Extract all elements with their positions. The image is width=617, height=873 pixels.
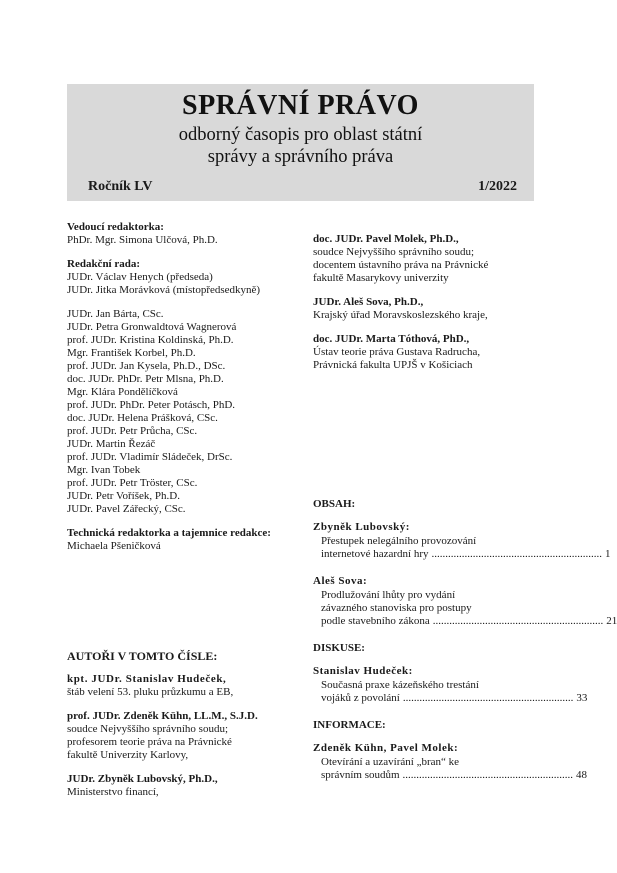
toc-page-number: 1 — [605, 548, 611, 560]
toc-leader: .............................................................. — [432, 615, 604, 627]
toc-entry[interactable] — [313, 665, 588, 705]
toc-title: Otevírání a uzavírání „bran“ ke — [321, 756, 460, 768]
author-entry — [67, 673, 299, 699]
author-entry — [313, 296, 535, 322]
board-member: prof. JUDr. Vladimír Sládeček, DrSc. — [67, 451, 233, 463]
board-member: Mgr. Ivan Tobek — [67, 464, 141, 476]
toc-page-number: 33 — [576, 692, 588, 704]
board-member: prof. JUDr. Kristina Koldinská, Ph.D. — [67, 334, 234, 346]
board-lead: JUDr. Jitka Morávková (místopředsedkyně) — [67, 284, 261, 296]
toc-heading: OBSAH: — [313, 498, 356, 510]
toc-title: Současná praxe kázeňského trestání — [321, 679, 479, 691]
issue-number: 1/2022 — [478, 179, 517, 194]
toc-entry[interactable] — [313, 575, 617, 628]
tech-editor-name: Michaela Pšeničková — [67, 540, 161, 552]
toc-page-number: 21 — [606, 615, 617, 627]
board-members — [67, 308, 299, 516]
toc-title: internetové hazardní hry — [321, 548, 429, 560]
author-affiliation: štáb velení 53. pluku průzkumu a EB, — [67, 686, 234, 698]
board-member: Mgr. František Korbel, Ph.D. — [67, 347, 196, 359]
board-member: prof. JUDr. Petr Tröster, CSc. — [67, 477, 198, 489]
journal-subtitle — [67, 124, 534, 168]
author-entry — [313, 333, 535, 372]
board-member: JUDr. Petra Gronwaldtová Wagnerová — [67, 321, 237, 333]
toc-author: Stanislav Hudeček: — [313, 665, 413, 677]
toc-leader: .............................................................. — [431, 548, 603, 560]
author-name: doc. JUDr. Pavel Molek, Ph.D., — [313, 233, 459, 245]
author-name: doc. JUDr. Marta Tóthová, PhD., — [313, 333, 470, 345]
tech-editor-label: Technická redaktorka a tajemnice redakce: — [67, 527, 271, 539]
toc-title: vojáků z povolání — [321, 692, 400, 704]
board-member: JUDr. Jan Bárta, CSc. — [67, 308, 164, 320]
toc-author: Zdeněk Kühn, Pavel Molek: — [313, 742, 459, 754]
toc-entry[interactable] — [313, 521, 611, 561]
author-entry — [313, 233, 535, 285]
toc-author: Zbyněk Lubovský: — [313, 521, 410, 533]
volume-label: Ročník LV — [88, 179, 153, 194]
author-affiliation: Ústav teorie práva Gustava Radrucha, — [313, 346, 481, 358]
editorial-column — [67, 221, 299, 810]
editor-block — [67, 221, 299, 247]
board-member: prof. JUDr. Petr Průcha, CSc. — [67, 425, 198, 437]
author-affiliation: soudce Nejvyššího správního soudu; — [313, 246, 475, 258]
board-member: Mgr. Klára Pondělíčková — [67, 386, 178, 398]
author-entry — [67, 773, 299, 799]
board-member: prof. JUDr. Jan Kysela, Ph.D., DSc. — [67, 360, 226, 372]
author-affiliation: docentem ústavního práva na Právnické — [313, 259, 489, 271]
board-lead: JUDr. Václav Henych (předseda) — [67, 271, 213, 283]
tech-editor-block — [67, 527, 299, 553]
editor-name: PhDr. Mgr. Simona Ulčová, Ph.D. — [67, 234, 218, 246]
toc-title: podle stavebního zákona — [321, 615, 430, 627]
board-member: JUDr. Martin Řezáč — [67, 438, 156, 450]
toc-author: Aleš Sova: — [313, 575, 368, 587]
board-member: prof. JUDr. PhDr. Peter Potásch, PhD. — [67, 399, 236, 411]
author-affiliation: Ministerstvo financí, — [67, 786, 159, 798]
toc-title: správním soudům — [321, 769, 400, 781]
author-affiliation: fakultě Univerzity Karlovy, — [67, 749, 189, 761]
author-affiliation: soudce Nejvyššího správního soudu; — [67, 723, 229, 735]
author-name: kpt. JUDr. Stanislav Hudeček, — [67, 673, 227, 685]
toc-leader: .............................................................. — [402, 769, 574, 781]
board-member: JUDr. Pavel Zářecký, CSc. — [67, 503, 186, 515]
masthead — [67, 84, 534, 201]
author-affiliation: Právnická fakulta UPJŠ v Košiciach — [313, 359, 473, 371]
author-affiliation: profesorem teorie práva na Právnické — [67, 736, 232, 748]
board-leads-block — [67, 258, 299, 297]
author-affiliation: fakultě Masarykovy univerzity — [313, 272, 449, 284]
author-name: JUDr. Zbyněk Lubovský, Ph.D., — [67, 773, 218, 785]
board-member: doc. JUDr. PhDr. Petr Mlsna, Ph.D. — [67, 373, 224, 385]
toc-page-number: 48 — [576, 769, 588, 781]
editor-label: Vedoucí redaktorka: — [67, 221, 164, 233]
subtitle-line: správy a správního práva — [207, 147, 394, 167]
right-column — [313, 233, 617, 796]
toc-entry[interactable] — [313, 742, 588, 782]
information-heading: INFORMACE: — [313, 719, 386, 731]
author-name: JUDr. Aleš Sova, Ph.D., — [313, 296, 424, 308]
board-member: doc. JUDr. Helena Prášková, CSc. — [67, 412, 218, 424]
author-affiliation: Krajský úřad Moravskoslezského kraje, — [313, 309, 488, 321]
toc-title: Přestupek nelegálního provozování — [321, 535, 477, 547]
author-name: prof. JUDr. Zdeněk Kühn, LL.M., S.J.D. — [67, 710, 258, 722]
toc-title: závazného stanoviska pro postupy — [321, 602, 472, 614]
toc-leader: .............................................................. — [402, 692, 574, 704]
board-member: JUDr. Petr Voříšek, Ph.D. — [67, 490, 180, 502]
authors-heading: AUTOŘI V TOMTO ČÍSLE: — [67, 649, 218, 663]
subtitle-line: odborný časopis pro oblast státní — [178, 125, 423, 145]
discussion-heading: DISKUSE: — [313, 642, 365, 654]
author-entry — [67, 710, 299, 762]
toc-title: Prodlužování lhůty pro vydání — [321, 589, 456, 601]
board-label: Redakční rada: — [67, 258, 141, 270]
journal-title: SPRÁVNÍ PRÁVO — [182, 90, 419, 121]
